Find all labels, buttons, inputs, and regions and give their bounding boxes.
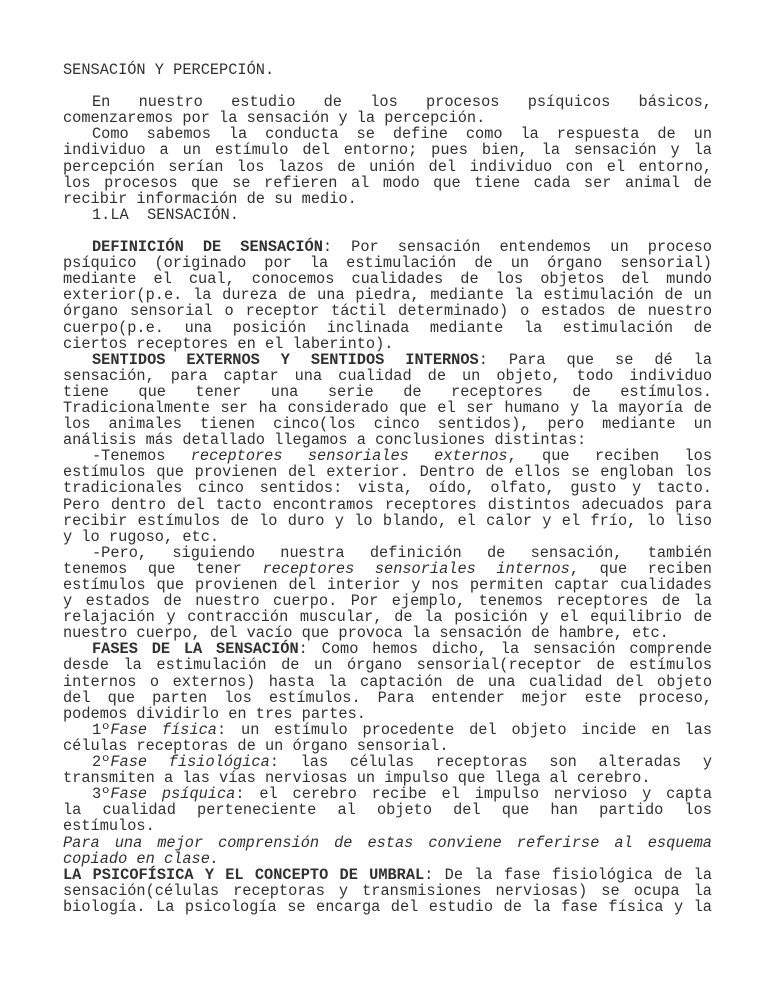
blank-line xyxy=(63,223,712,239)
text-run: relajación y contracción muscular, de la posición y el equilibrio de xyxy=(63,608,712,627)
text-line xyxy=(63,464,712,480)
text-run: tiene que tener una serie de receptores de estímulos. xyxy=(63,382,712,401)
text-line xyxy=(63,207,712,223)
text-line xyxy=(63,497,712,513)
text-run: : Para que se dé la xyxy=(478,350,712,369)
text-line xyxy=(63,690,712,706)
text-line xyxy=(63,448,712,464)
text-run: recibir información de su medio. xyxy=(63,189,357,208)
text-run: psíquico (originado por la estimulación de un órgano sensorial) xyxy=(63,254,712,273)
heading-run: LA PSICOFÍSICA Y EL CONCEPTO DE UMBRAL xyxy=(63,865,425,884)
text-run: estímulos que provienen del interior y nos permiten captar cualidades xyxy=(63,576,712,594)
text-run: podemos dividirlo en tres partes. xyxy=(63,704,366,723)
emphasis-run: copiado en clase. xyxy=(63,849,220,868)
text-run: los procesos que se refieren al modo que tiene cada ser animal de xyxy=(63,173,712,192)
text-run: : un estímulo procedente del objeto incide en las xyxy=(217,720,712,739)
text-run: y estados de nuestro cuerpo. Por ejemplo, tenemos receptores de la xyxy=(63,592,712,611)
text-line xyxy=(63,480,712,496)
text-run: Pero dentro del tacto encontramos receptores distintos adecuados para xyxy=(63,495,712,514)
text-line xyxy=(63,545,712,561)
text-line xyxy=(63,400,712,416)
text-line xyxy=(63,94,712,110)
text-run: SENSACIÓN Y PERCEPCIÓN. xyxy=(63,61,275,79)
text-run: -Tenemos xyxy=(92,447,191,466)
text-run: biología. La psicología se encarga del estudio de la fase física y la xyxy=(63,897,712,916)
emphasis-run: Fase psíquica xyxy=(110,785,236,804)
text-line xyxy=(63,432,712,448)
text-line xyxy=(63,368,712,384)
text-run: En nuestro estudio de los procesos psíquicos básicos, xyxy=(92,93,712,112)
text-line xyxy=(63,802,712,818)
text-line xyxy=(63,851,712,867)
text-line xyxy=(63,255,712,271)
text-line xyxy=(63,706,712,722)
text-line xyxy=(63,625,712,641)
text-line xyxy=(63,513,712,529)
text-run: individuo a un estímulo del entorno; pues bien, la sensación y la xyxy=(63,141,712,160)
text-run: exterior(p.e. la dureza de una piedra, mediante la estimulación de un xyxy=(63,286,712,305)
text-line xyxy=(63,352,712,368)
heading-run: DEFINICIÓN DE SENSACIÓN xyxy=(92,238,323,257)
text-run: desde la estimulación de un órgano sensorial(receptor de estímulos xyxy=(63,656,712,675)
text-run: -Pero, siguiendo nuestra definición de sensación, también xyxy=(92,543,712,562)
text-run: la cualidad perteneciente al objeto del que han partido los xyxy=(63,801,712,820)
text-run: tradicionales cinco sentidos: vista, oído, olfato, gusto y tacto. xyxy=(63,479,712,498)
text-run: : Por sensación entendemos un proceso xyxy=(322,238,712,257)
text-line xyxy=(63,577,712,593)
text-run: células receptoras de un órgano sensorial. xyxy=(63,736,449,755)
text-line xyxy=(63,62,712,78)
text-run: recibir estímulos de lo duro y lo blando, el calor y el frío, lo liso xyxy=(63,511,712,530)
text-run: los animales tienen cinco(los cinco sentidos), pero mediante un xyxy=(63,415,712,434)
text-run: ciertos receptores en el laberinto). xyxy=(63,334,394,353)
text-line xyxy=(63,303,712,319)
text-run: Como sabemos la conducta se define como la respuesta de un xyxy=(92,125,712,144)
text-run: estímulos que provienen del exterior. Dentro de ellos se engloban los xyxy=(63,463,712,482)
text-run: cuerpo(p.e. una posición inclinada mediante la estimulación de xyxy=(63,318,712,337)
text-run: : Como hemos dicho, la sensación comprende xyxy=(298,640,712,659)
text-line xyxy=(63,142,712,158)
text-line xyxy=(63,159,712,175)
text-run: , que reciben xyxy=(569,559,712,578)
text-run: sensación(células receptoras y transmisiones nerviosas) se ocupa la xyxy=(63,881,712,900)
text-line xyxy=(63,899,712,915)
text-line xyxy=(63,529,712,545)
text-run: sensación, para captar una cualidad de un objeto, todo individuo xyxy=(63,366,712,385)
text-run: comenzaremos por la sensación y la percepción. xyxy=(63,109,486,128)
text-run: mediante el cual, conocemos cualidades de los objetos del mundo xyxy=(63,270,712,289)
text-line xyxy=(63,883,712,899)
text-run: percepción serían los lazos de unión del individuo con el entorno, xyxy=(63,157,712,176)
text-run: órgano sensorial o receptor táctil determinado) o estados de nuestro xyxy=(63,302,712,321)
text-run: : el cerebro recibe el impulso nervioso y capta xyxy=(235,785,712,804)
heading-run: FASES DE LA SENSACIÓN xyxy=(92,640,299,659)
text-line xyxy=(63,320,712,336)
blank-line xyxy=(63,78,712,94)
text-line xyxy=(63,110,712,126)
text-run: 1.LA SENSACIÓN. xyxy=(92,205,239,224)
emphasis-run: Fase fisiológica xyxy=(110,753,270,772)
text-line xyxy=(63,786,712,802)
text-run: estímulos. xyxy=(63,817,155,836)
text-line xyxy=(63,867,712,883)
text-run: transmiten a las vías nerviosas un impulso que llega al cerebro. xyxy=(63,769,651,788)
text-line xyxy=(63,191,712,207)
text-run: y lo rugoso, etc. xyxy=(63,527,220,546)
emphasis-run: Para una mejor comprensión de estas conviene referirse al esquema xyxy=(63,833,712,852)
text-run: , que reciben los xyxy=(507,447,712,466)
text-run: del que parten los estímulos. Para entender mejor este proceso, xyxy=(63,688,712,707)
text-run: análisis más detallado llegamos a conclusiones distintas: xyxy=(63,431,587,450)
document-body xyxy=(63,62,712,915)
text-run: : las células receptoras son alteradas y xyxy=(269,753,713,772)
text-line xyxy=(63,287,712,303)
text-run: internos o externos) hasta la captación de una cualidad del objeto xyxy=(63,672,712,691)
text-run: 2º xyxy=(92,753,111,772)
text-line xyxy=(63,239,712,255)
text-line xyxy=(63,754,712,770)
text-run: 1º xyxy=(92,720,111,739)
text-line xyxy=(63,657,712,673)
text-line xyxy=(63,609,712,625)
emphasis-run: Fase física xyxy=(110,720,217,739)
text-line xyxy=(63,175,712,191)
text-line xyxy=(63,126,712,142)
text-line xyxy=(63,271,712,287)
text-line xyxy=(63,818,712,834)
text-line xyxy=(63,561,712,577)
text-run: 3º xyxy=(92,785,111,804)
text-line xyxy=(63,770,712,786)
text-run: tenemos que tener xyxy=(63,559,263,578)
text-line xyxy=(63,593,712,609)
text-run: : De la fase fisiológica de la xyxy=(424,865,712,884)
text-line xyxy=(63,384,712,400)
text-run: Tradicionalmente ser ha considerado que el ser humano y la mayoría de xyxy=(63,398,712,417)
text-line xyxy=(63,336,712,352)
text-run: nuestro cuerpo, del vacío que provoca la sensación de hambre, etc. xyxy=(63,624,669,643)
text-line xyxy=(63,835,712,851)
text-line xyxy=(63,416,712,432)
heading-run: SENTIDOS EXTERNOS Y SENTIDOS INTERNOS xyxy=(92,350,479,369)
text-line xyxy=(63,674,712,690)
emphasis-run: receptores sensoriales internos xyxy=(262,559,570,578)
emphasis-run: receptores sensoriales externos xyxy=(190,447,508,466)
text-line xyxy=(63,738,712,754)
text-line xyxy=(63,722,712,738)
text-line xyxy=(63,641,712,657)
